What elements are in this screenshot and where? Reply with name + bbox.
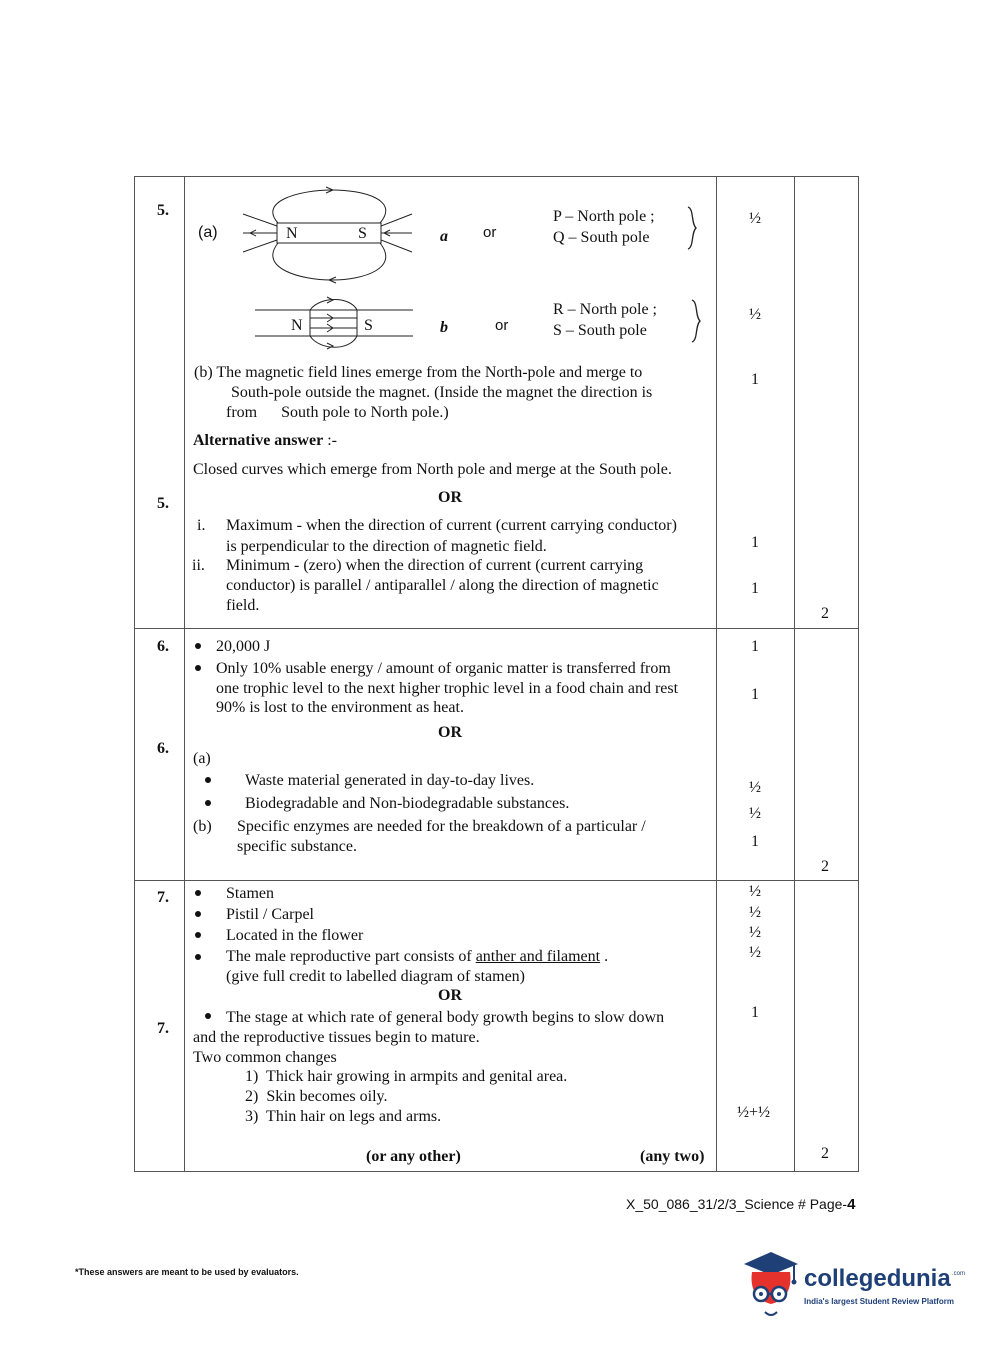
mark: ½	[749, 306, 761, 323]
table-border-top	[134, 176, 859, 177]
bullet	[195, 643, 201, 649]
col-divider-3	[794, 176, 795, 1172]
q7-stage-line1: The stage at which rate of general body growth begins to slow down	[226, 1009, 665, 1026]
item-i-label: i.	[197, 517, 206, 534]
question-number-7: 7.	[157, 889, 169, 906]
total-mark: 2	[821, 1145, 829, 1162]
mark: 1	[751, 1004, 759, 1021]
magnet-field-diagram-b	[255, 294, 413, 354]
evaluator-note: *These answers are meant to be used by evaluators.	[75, 1267, 299, 1277]
bullet	[205, 800, 211, 806]
mark: 1	[751, 534, 759, 551]
mark: ½	[749, 805, 761, 822]
male-part-underlined: anther and filament	[475, 948, 601, 965]
q7-item-3: Located in the flower	[226, 927, 364, 944]
right-brace-icon	[688, 298, 704, 344]
item-i-line1: Maximum - when the direction of current (current carrying conductor)	[226, 517, 677, 534]
item-ii-line2: conductor) is parallel / antiparallel / along the direction of magnetic	[226, 577, 659, 594]
rs-line1: R – North pole ;	[553, 301, 657, 318]
q6-part-b-label: (b)	[193, 818, 212, 835]
diagram-a-letter: a	[440, 228, 448, 245]
bullet	[195, 911, 201, 917]
q7-change-3: 3) Thin hair on legs and arms.	[245, 1108, 442, 1125]
page-number: 4	[847, 1196, 856, 1213]
graduate-mascot-icon	[742, 1250, 800, 1320]
bullet	[195, 932, 201, 938]
item-ii-line3: field.	[226, 597, 260, 614]
or-divider: OR	[438, 724, 462, 741]
diagram-b-letter: b	[440, 319, 448, 336]
male-part-suffix: .	[600, 948, 609, 965]
mark: ½	[749, 904, 761, 921]
item-ii-line1: Minimum - (zero) when the direction of current (current carrying	[226, 557, 644, 574]
q7-item-4	[226, 947, 608, 967]
q5-b-line1: (b) The magnetic field lines emerge from the North-pole and merge to	[194, 364, 643, 381]
mark: ½	[749, 779, 761, 796]
mark: 1	[751, 371, 759, 388]
q7-two-changes: Two common changes	[193, 1049, 337, 1066]
q6-bullet-2-line1: Only 10% usable energy / amount of organic matter is transferred from	[216, 660, 671, 677]
diagram-a-south: S	[358, 225, 367, 242]
question-number-7-or: 7.	[157, 1020, 169, 1037]
table-border-bottom	[134, 1171, 859, 1172]
diagram-b-north: N	[291, 317, 303, 334]
q6-bullet-1: 20,000 J	[216, 638, 271, 655]
mark: 1	[751, 580, 759, 597]
page-code: X_50_086_31/2/3_Science # Page-	[626, 1196, 848, 1212]
mark: ½	[749, 944, 761, 961]
q7-any-other: (or any other)	[366, 1148, 461, 1165]
row-divider-7	[134, 880, 859, 881]
bullet	[195, 954, 201, 960]
q7-item-2: Pistil / Carpel	[226, 906, 314, 923]
right-brace-icon	[684, 205, 700, 251]
row-divider-6	[134, 628, 859, 629]
total-mark: 2	[821, 858, 829, 875]
item-ii-label: ii.	[192, 557, 205, 574]
table-border-left	[134, 176, 135, 1172]
q6-part-a-label: (a)	[193, 750, 211, 767]
q6-a-item-2: Biodegradable and Non-biodegradable substances.	[245, 795, 570, 812]
question-number-6-or: 6.	[157, 740, 169, 757]
bullet	[205, 1013, 211, 1019]
alternative-answer-suffix: :-	[323, 432, 337, 449]
male-part-prefix: The male reproductive part consists of	[226, 948, 476, 965]
q5-b-line3: from South pole to North pole.)	[226, 404, 449, 421]
q6-bullet-2-line3: 90% is lost to the environment as heat.	[216, 699, 464, 716]
q7-change-1: 1) Thick hair growing in armpits and genital area.	[245, 1068, 568, 1085]
q7-credit-note: (give full credit to labelled diagram of stamen)	[226, 968, 525, 985]
q5-b-line2: South-pole outside the magnet. (Inside the magnet the direction is	[231, 384, 653, 401]
page-footer	[626, 1194, 855, 1215]
q6-a-item-1: Waste material generated in day-to-day lives.	[245, 772, 535, 789]
diagram-b-south: S	[364, 317, 373, 334]
mark: ½	[749, 883, 761, 900]
alternative-answer-label: Alternative answer	[193, 432, 324, 449]
or-divider: OR	[438, 987, 462, 1004]
bullet	[195, 890, 201, 896]
brand-tagline: India's largest Student Review Platform	[804, 1297, 954, 1306]
question-number-5: 5.	[157, 202, 169, 219]
alternative-answer-text: Closed curves which emerge from North pole and merge at the South pole.	[193, 461, 672, 478]
alternative-answer	[193, 431, 337, 451]
question-number-5-or: 5.	[157, 495, 169, 512]
q7-any-two: (any two)	[640, 1148, 705, 1165]
pq-line1: P – North pole ;	[553, 208, 655, 225]
pq-line2: Q – South pole	[553, 229, 650, 246]
diagram-a-north: N	[286, 225, 298, 242]
mark: ½	[749, 210, 761, 227]
mark: 1	[751, 833, 759, 850]
q7-change-2: 2) Skin becomes oily.	[245, 1088, 388, 1105]
question-number-6: 6.	[157, 638, 169, 655]
mark: 1	[751, 686, 759, 703]
mark: ½	[749, 924, 761, 941]
q6-b-line1: Specific enzymes are needed for the breakdown of a particular /	[237, 818, 646, 835]
col-divider-1	[184, 176, 185, 1172]
or-divider: OR	[438, 489, 462, 506]
diagram-a-or: or	[483, 224, 497, 241]
q6-b-line2: specific substance.	[237, 838, 357, 855]
table-border-right	[858, 176, 859, 1172]
bullet	[205, 777, 211, 783]
brand-name: collegedunia	[804, 1265, 951, 1292]
magnet-field-diagram-a	[240, 186, 415, 286]
q6-bullet-2-line2: one trophic level to the next higher trophic level in a food chain and rest	[216, 680, 679, 697]
mark: ½+½	[737, 1104, 771, 1121]
total-mark: 2	[821, 605, 829, 622]
brand-domain: .com	[952, 1271, 966, 1277]
item-i-line2: is perpendicular to the direction of magnetic field.	[226, 538, 547, 555]
rs-line2: S – South pole	[553, 322, 647, 339]
q7-stage-line2: and the reproductive tissues begin to mature.	[193, 1029, 480, 1046]
col-divider-2	[716, 176, 717, 1172]
q7-item-1: Stamen	[226, 885, 274, 902]
bullet	[195, 665, 201, 671]
mark: 1	[751, 638, 759, 655]
diagram-b-or: or	[495, 317, 509, 334]
part-a-label: (a)	[198, 224, 218, 241]
